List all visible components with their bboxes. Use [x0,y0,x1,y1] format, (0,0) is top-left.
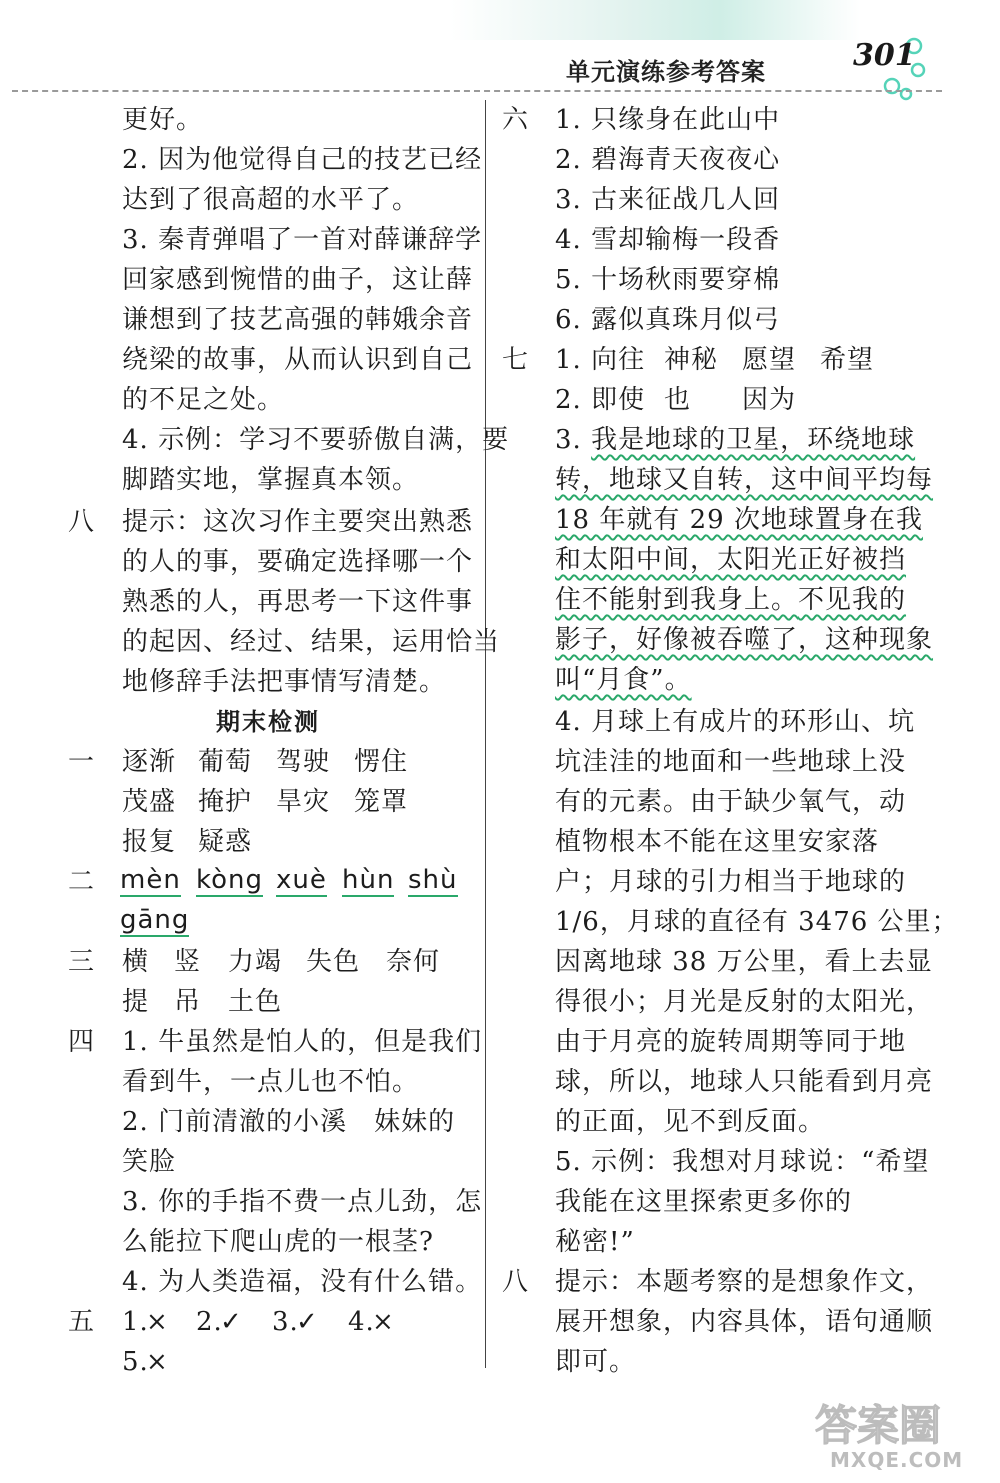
header-band [0,0,1000,40]
word-item: 也 [664,385,692,415]
text-line: 4. 雪却输梅一段香 [555,225,781,255]
word-item: 奈何 [386,947,441,977]
text-line: 的人的事，要确定选择哪一个 [122,547,474,577]
tf-label: 3. [272,1307,299,1337]
text-line: 看到牛，一点儿也不怕。 [122,1067,420,1097]
text-line: 秘密!” [555,1227,635,1257]
text-line: 植物根本不能在这里安家落 [555,827,880,857]
text-line: 球，所以，地球人只能看到月亮 [555,1067,934,1097]
word-item: 力竭 [228,947,283,977]
word-item: 愿望 [742,345,797,375]
text-line: 脚踏实地，掌握真本领。 [122,465,420,495]
text-line: 熟悉的人，再思考一下这件事 [122,587,474,617]
section-title: 期末检测 [216,708,320,736]
word-item: 逐渐 [122,747,177,777]
word-item: 土色 [228,987,283,1017]
question-number: 一 [68,747,95,777]
text-line: 3. 我是地球的卫星，环绕地球 [555,425,916,455]
text-line: 更好。 [122,105,204,135]
text-line: 4. 为人类造福，没有什么错。 [122,1267,483,1297]
text-line: 的不足之处。 [122,385,285,415]
check-mark-icon: ✓ [220,1307,243,1337]
text-line: 2. 门前清澈的小溪 妹妹的 [122,1107,456,1137]
text-line: 提示：这次习作主要突出熟悉 [122,507,474,537]
column-divider [485,100,486,1368]
pinyin-item: shù [408,865,458,895]
text-line: 的起因、经过、结果，运用恰当 [122,627,501,657]
cross-mark-icon: × [372,1307,395,1337]
text-line: 叫“月食”。 [555,665,692,695]
word-item: 愣住 [354,747,409,777]
text-line: 笑脸 [122,1147,177,1177]
word-item: 神秘 [664,345,719,375]
text-line: 1. 牛虽然是怕人的，但是我们 [122,1027,483,1057]
text-line: 达到了很高超的水平了。 [122,185,420,215]
text-line: 转，地球又自转，这中间平均每 [555,465,934,495]
text-line: 有的元素。由于缺少氧气，动 [555,787,907,817]
question-number: 四 [68,1027,95,1057]
pinyin-item: hùn [342,865,395,895]
word-item: 疑惑 [198,827,253,857]
question-number: 二 [68,867,95,897]
word-item: 1. 向往 [555,345,646,375]
text-line: 回家感到惋惜的曲子，这让薛 [122,265,474,295]
text-line: 我能在这里探索更多你的 [555,1187,853,1217]
text-line: 3. 古来征战几人回 [555,185,781,215]
text-line: 影子，好像被吞噬了，这种现象 [555,625,934,655]
text-line: 4. 示例：学习不要骄傲自满，要 [122,425,510,455]
word-item: 因为 [742,385,797,415]
word-item: 提 [122,987,150,1017]
question-number: 六 [502,105,529,135]
word-item: 横 [122,947,150,977]
text-line: 即可。 [555,1347,637,1377]
pinyin-item: mèn [120,865,181,895]
header-divider [12,90,942,92]
text-line: 5. 示例：我想对月球说：“希望 [555,1147,930,1177]
text-line: 2. 碧海青天夜夜心 [555,145,781,175]
text-line: 绕梁的故事，从而认识到自己 [122,345,474,375]
text-line: 3. 秦青弹唱了一首对薛谦辞学 [122,225,483,255]
word-item: 笼罩 [354,787,409,817]
text-line: 因离地球 38 万公里，看上去显 [555,947,933,977]
page-number: 301 [853,38,916,73]
svg-text:答案圈: 答案圈 [815,1401,942,1450]
pinyin-item: xuè [276,865,327,895]
question-number: 八 [502,1267,529,1297]
pinyin-item: gāng [120,905,190,935]
text-line: 由于月亮的旋转周期等同于地 [555,1027,907,1057]
text-line: 18 年就有 29 次地球置身在我 [555,505,923,535]
header-title: 单元演练参考答案 [566,58,766,86]
text-line: 5. 十场秋雨要穿棉 [555,265,781,295]
tf-label: 4. [348,1307,375,1337]
text-line: 户；月球的引力相当于地球的 [555,867,907,897]
question-number: 七 [502,345,529,375]
text-line: 谦想到了技艺高强的韩娥余音 [122,305,474,335]
question-number: 三 [68,947,95,977]
text-line: 的正面，见不到反面。 [555,1107,826,1137]
word-item: 希望 [820,345,875,375]
text-line: 3. 你的手指不费一点儿劲，怎 [122,1187,483,1217]
text-line: 坑洼洼的地面和一些地球上没 [555,747,907,777]
text-line: 住不能射到我身上。不见我的 [555,585,907,615]
tf-label: 1. [122,1307,149,1337]
text-line: 4. 月球上有成片的环形山、坑 [555,707,916,737]
word-item: 失色 [306,947,361,977]
text-line: 6. 露似真珠月似弓 [555,305,781,335]
word-item: 驾驶 [276,747,331,777]
text-line: 展开想象，内容具体，语句通顺 [555,1307,934,1337]
check-mark-icon: ✓ [296,1307,319,1337]
cross-mark-icon: × [146,1307,169,1337]
tf-label: 2. [196,1307,223,1337]
text-line: 提示：本题考察的是想象作文， [555,1267,934,1297]
word-item: 茂盛 [122,787,177,817]
word-item: 吊 [174,987,202,1017]
question-number: 五 [68,1307,95,1337]
text-line: 和太阳中间，太阳光正好被挡 [555,545,907,575]
text-line: 地修辞手法把事情写清楚。 [122,667,447,697]
word-item: 竖 [174,947,202,977]
text-line: 2. 因为他觉得自己的技艺已经 [122,145,483,175]
text-line: 1. 只缘身在此山中 [555,105,781,135]
text-line: 1/6，月球的直径有 3476 公里； [555,907,959,937]
tf-label: 5. [122,1347,149,1377]
word-item: 葡萄 [198,747,253,777]
cross-mark-icon: × [146,1347,169,1377]
pinyin-item: kòng [196,865,264,895]
text-line: 么能拉下爬山虎的一根茎? [122,1227,434,1257]
word-item: 报复 [122,827,177,857]
word-item: 2. 即使 [555,385,646,415]
word-item: 旱灾 [276,787,331,817]
text-line: 得很小；月光是反射的太阳光， [555,987,934,1017]
question-number: 八 [68,507,95,537]
word-item: 掩护 [198,787,253,817]
watermark-text: MXQE.COM [830,1448,964,1472]
